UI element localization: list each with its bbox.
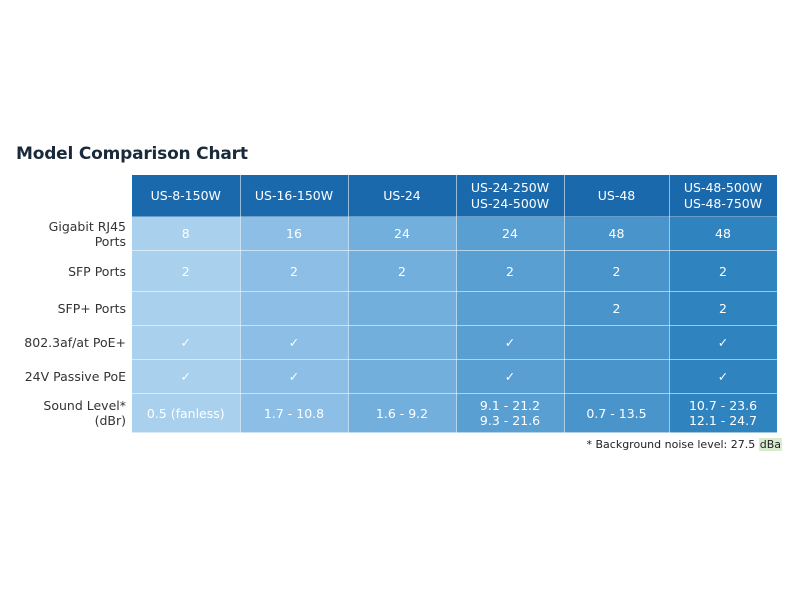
model-header-us-16-150w: US-16-150W [240, 175, 348, 217]
table-cell: 10.7 - 23.6 12.1 - 24.7 [669, 394, 777, 433]
table-cell [348, 326, 456, 360]
footnote-unit: dBa [759, 438, 781, 451]
table-cell: 2 [456, 251, 564, 292]
row-24v-passive-poe [16, 360, 777, 394]
model-header-us-24: US-24 [348, 175, 456, 217]
table-cell [456, 292, 564, 326]
row-label: 24V Passive PoE [16, 360, 132, 394]
header-row [16, 175, 777, 217]
table-cell: 48 [669, 217, 777, 251]
chart-title: Model Comparison Chart [16, 144, 248, 164]
table-cell [132, 292, 240, 326]
table-cell: 2 [669, 292, 777, 326]
table-cell [348, 360, 456, 394]
row-label: SFP+ Ports [16, 292, 132, 326]
table-cell [564, 360, 669, 394]
row-poe-plus [16, 326, 777, 360]
row-label: Gigabit RJ45 Ports [16, 217, 132, 251]
model-header-us-24-250w-500w: US-24-250W US-24-500W [456, 175, 564, 217]
table-cell: 24 [348, 217, 456, 251]
table-cell: 16 [240, 217, 348, 251]
table-cell: 2 [669, 251, 777, 292]
header-corner [16, 175, 132, 217]
check-icon: ✓ [669, 360, 777, 394]
check-icon: ✓ [669, 326, 777, 360]
table-cell: 2 [348, 251, 456, 292]
footnote [587, 438, 783, 451]
table-cell: 1.7 - 10.8 [240, 394, 348, 433]
table-cell [240, 292, 348, 326]
footnote-text: * Background noise level: 27.5 [586, 438, 759, 451]
check-icon: ✓ [132, 326, 240, 360]
table-cell: 1.6 - 9.2 [348, 394, 456, 433]
comparison-table [16, 175, 778, 433]
table-cell: 48 [564, 217, 669, 251]
table-cell: 0.5 (fanless) [132, 394, 240, 433]
row-gigabit-rj45-ports [16, 217, 777, 251]
table-cell: 8 [132, 217, 240, 251]
check-icon: ✓ [456, 326, 564, 360]
table-cell [348, 292, 456, 326]
check-icon: ✓ [240, 360, 348, 394]
table-cell [564, 326, 669, 360]
check-icon: ✓ [456, 360, 564, 394]
table-cell: 2 [240, 251, 348, 292]
row-sfp-ports [16, 251, 777, 292]
row-sfp-plus-ports [16, 292, 777, 326]
table-cell: 0.7 - 13.5 [564, 394, 669, 433]
table-cell: 2 [132, 251, 240, 292]
row-label: SFP Ports [16, 251, 132, 292]
model-header-us-48-500w-750w: US-48-500W US-48-750W [669, 175, 777, 217]
model-header-us-48: US-48 [564, 175, 669, 217]
table-cell: 24 [456, 217, 564, 251]
row-label: Sound Level* (dBr) [16, 394, 132, 433]
model-header-us-8-150w: US-8-150W [132, 175, 240, 217]
row-sound-level [16, 394, 777, 433]
row-label: 802.3af/at PoE+ [16, 326, 132, 360]
table-cell: 2 [564, 292, 669, 326]
table-cell: 2 [564, 251, 669, 292]
check-icon: ✓ [132, 360, 240, 394]
check-icon: ✓ [240, 326, 348, 360]
table-cell: 9.1 - 21.2 9.3 - 21.6 [456, 394, 564, 433]
